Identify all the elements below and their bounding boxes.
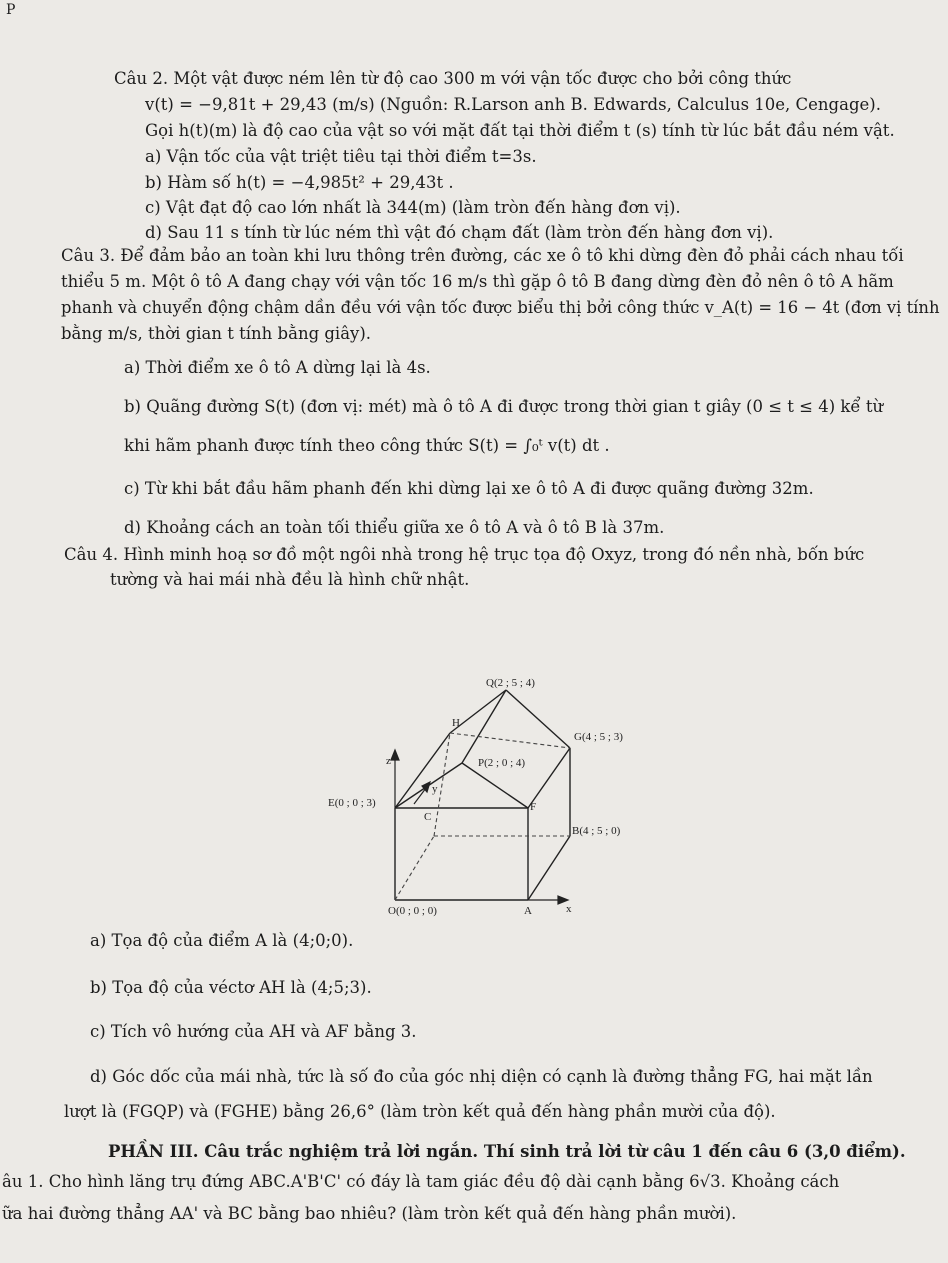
label-q: Q(2 ; 5 ; 4) <box>486 677 535 689</box>
question-4-item-d-2: lượt là (FGQP) và (FGHE) bằng 26,6° (làm tròn kết quả đến hàng phần mười của độ). <box>64 1102 776 1121</box>
edge-ab <box>528 836 570 900</box>
label-g: G(4 ; 5 ; 3) <box>574 731 623 743</box>
question-2-item-d: d) Sau 11 s tính từ lúc ném thì vật đó chạm đất (làm tròn đến hàng đơn vị). <box>145 223 774 242</box>
edge-pq <box>462 690 506 763</box>
edge-hg-hidden <box>450 733 570 748</box>
question-3-item-b-2: khi hãm phanh được tính theo công thức S(t) = ∫₀ᵗ v(t) dt . <box>124 436 610 455</box>
question-3-item-b-1: b) Quãng đường S(t) (đơn vị: mét) mà ô tô A đi được trong thời gian t giây (0 ≤ t ≤ 4) kể từ <box>124 397 884 416</box>
edge-qg <box>506 690 570 748</box>
question-4-item-b: b) Tọa độ của véctơ AH là (4;5;3). <box>90 978 372 997</box>
part-3-question-1-line-1: âu 1. Cho hình lăng trụ đứng ABC.A'B'C' có đáy là tam giác đều độ dài cạnh bằng 6√3. Khoảng cách <box>2 1172 840 1191</box>
label-h: H <box>452 717 460 729</box>
label-x: x <box>566 903 572 915</box>
question-3-item-a: a) Thời điểm xe ô tô A dừng lại là 4s. <box>124 358 431 377</box>
question-2-item-b: b) Hàm số h(t) = −4,985t² + 29,43t . <box>145 173 454 192</box>
edge-fg <box>528 748 570 808</box>
part-3-question-1-line-2: ữa hai đường thẳng AA' và BC bằng bao nhiêu? (làm tròn kết quả đến hàng phần mười). <box>2 1204 737 1223</box>
label-a: A <box>524 905 532 917</box>
label-f: F <box>530 801 537 813</box>
z-axis-arrow <box>391 750 399 760</box>
label-y: y <box>432 783 438 795</box>
question-4-item-a: a) Tọa độ của điểm A là (4;0;0). <box>90 931 354 950</box>
question-2-line-3: Gọi h(t)(m) là độ cao của vật so với mặt đất tại thời điểm t (s) tính từ lúc bắt đầu ném vật. <box>145 121 895 140</box>
question-4-line-1: Câu 4. Hình minh hoạ sơ đồ một ngôi nhà trong hệ trục tọa độ Oxyz, trong đó nền nhà, bốn bức <box>64 545 865 564</box>
question-3-line-3: phanh và chuyển động chậm dần đều với vận tốc được biểu thị bởi công thức v_A(t) = 16 − 4t (đơn vị tính <box>61 298 940 317</box>
y-axis-arrow <box>422 782 430 792</box>
label-e: E(0 ; 0 ; 3) <box>328 797 376 809</box>
label-o: O(0 ; 0 ; 0) <box>388 905 437 917</box>
page-corner-mark: P <box>6 2 16 18</box>
question-3-line-2: thiểu 5 m. Một ô tô A đang chạy với vận tốc 16 m/s thì gặp ô tô B đang dừng đèn đỏ nên ô tô A hãm <box>61 272 894 291</box>
label-p: P(2 ; 0 ; 4) <box>478 757 526 769</box>
label-z: z <box>386 755 391 767</box>
question-4-line-2: tường và hai mái nhà đều là hình chữ nhật. <box>110 570 470 589</box>
edge-eh <box>395 733 450 808</box>
house-coordinate-diagram <box>300 668 680 923</box>
question-4-item-c: c) Tích vô hướng của AH và AF bằng 3. <box>90 1022 417 1041</box>
label-c: C <box>424 811 432 823</box>
question-3-line-1: Câu 3. Để đảm bảo an toàn khi lưu thông trên đường, các xe ô tô khi dừng đèn đỏ phải cách nhau tối <box>61 246 904 265</box>
question-2-line-1: Câu 2. Một vật được ném lên từ độ cao 300 m với vận tốc được cho bởi công thức <box>114 69 792 88</box>
question-2-item-a: a) Vận tốc của vật triệt tiêu tại thời điểm t=3s. <box>145 147 537 166</box>
question-4-item-d-1: d) Góc dốc của mái nhà, tức là số đo của góc nhị diện có cạnh là đường thẳng FG, hai mặt lần <box>90 1067 873 1086</box>
question-2-item-c: c) Vật đạt độ cao lớn nhất là 344(m) (làm tròn đến hàng đơn vị). <box>145 198 681 217</box>
question-3-line-4: bằng m/s, thời gian t tính bằng giây). <box>61 324 372 343</box>
question-3-item-c: c) Từ khi bắt đầu hãm phanh đến khi dừng lại xe ô tô A đi được quãng đường 32m. <box>124 479 814 498</box>
edge-pf <box>462 763 528 808</box>
question-3-item-d: d) Khoảng cách an toàn tối thiểu giữa xe ô tô A và ô tô B là 37m. <box>124 518 665 537</box>
part-3-heading: PHẦN III. Câu trắc nghiệm trả lời ngắn. Thí sinh trả lời từ câu 1 đến câu 6 (3,0 điểm). <box>108 1142 906 1161</box>
question-2-line-2: v(t) = −9,81t + 29,43 (m/s) (Nguồn: R.Larson anh B. Edwards, Calculus 10e, Cengage). <box>145 95 881 114</box>
edge-oc-hidden <box>395 836 434 900</box>
label-b: B(4 ; 5 ; 0) <box>572 825 621 837</box>
